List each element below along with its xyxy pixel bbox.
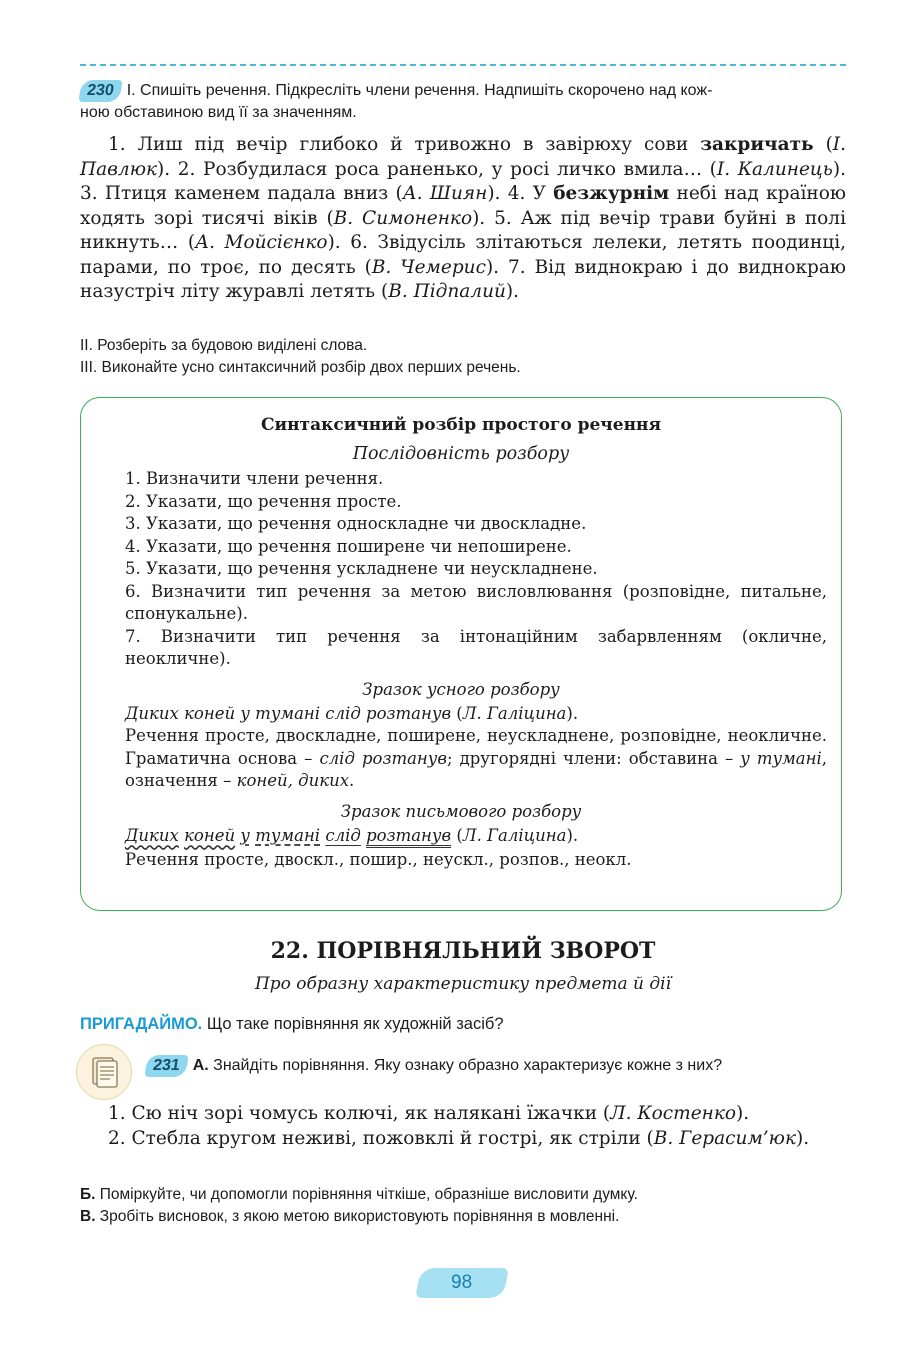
adverbial-word: тумані [255,825,321,845]
attribute-word: Диких [125,825,179,845]
box-title: Синтаксичний розбір простого речення [260,415,662,435]
step-item: 7. Визначити тип речення за інтонаційним забарвленням (окличне, неокличне). [125,626,827,668]
highlighted-word: безжурнім [553,183,670,204]
remember-prompt: ПРИГАДАЙМО. Що таке порівняння як художній засіб? [80,1015,504,1033]
task-number-badge: 230 [78,80,122,102]
task-231-sentences: 1. Сю ніч зорі чомусь колючі, як налякані їжачки (Л. Костенко). 2. Стебла кругом неживі, пожовклі й гострі, як стріли (В. Герасим’юк). [108,1103,810,1149]
written-result: Речення просте, двоскл., пошир., неускл., розпов., неокл. [125,850,632,869]
author: Л. Костенко [610,1103,737,1124]
author: І. Калинець [716,158,833,180]
task-230-sentences: 1. Лиш під вечір глибоко й тривожно в завірюху сови закричать (І. Павлюк). 2. Розбудилася роса раненько, у росі личко вмила… (І. Калинець). 3. Птиця каменем падала вниз (А. Шиян). 4. У безжурнім небі над країною ходять зорі тисячі віків (В. Симоненко). 5. Аж під вечір трави буйні в полі никнуть… (А. Мойсієнко). 6. Звідусіль злітаються лелеки, летять поодинці, парами, по троє, по десять (В. Чемерис). 7. Від виднокраю і до виднокраю назустріч літу журавлі летять (В. Підпалий). [80,134,847,302]
step-item: 4. Указати, що речення поширене чи непоширене. [125,536,572,556]
top-divider [80,64,846,66]
box-subtitle: Послідовність розбору [352,444,570,464]
written-sample: Диких коней у тумані слід розтанув (Л. Галіцина). Речення просте, двоскл., пошир., неускл., розпов., неокл. [125,825,827,872]
task-231-instruction: 231 А. Знайдіть порівняння. Яку ознаку образно характеризує кожне з них? [146,1055,722,1077]
task-231-parts: Б. Поміркуйте, чи допомогли порівняння чіткіше, образніше висловити думку. В. Зробіть висновок, з якою метою використовують порівняння в мовленні. [80,1186,638,1225]
author: А. Шиян [402,183,488,204]
part-3: ІІІ. Виконайте усно синтаксичний розбір двох перших речень. [80,359,521,376]
instruction-line-2: ною обставиною вид її за значенням. [80,104,357,121]
oral-sample-title: Зразок усного розбору [362,679,560,699]
author: В. Чемерис [371,256,486,278]
author: І. Павлюк [80,134,846,180]
author: В. Герасим’юк [653,1127,797,1149]
step-item: 1. Визначити члени речення. [125,469,384,488]
author: В. Симоненко [333,207,473,229]
predicate-word: розтанув [366,825,452,845]
part-2: ІІ. Розберіть за будовою виділені слова. [80,337,368,354]
step-item: 3. Указати, що речення односкладне чи двоскладне. [125,514,587,533]
author: А. Мойсієнко [195,232,328,253]
subject-word: слід [325,825,361,845]
step-item: 5. Указати, що речення ускладнене чи неускладнене. [125,559,598,578]
written-sample-title: Зразок письмового розбору [340,801,582,821]
adverbial-word: у [240,825,250,845]
notebook-icon [76,1044,132,1100]
oral-sample: Диких коней у тумані слід розтанув (Л. Галіцина). Речення просте, двоскладне, поширене, неускладнене, розповідне, неокличне. Граматична основа – слід розтанув; другорядні члени: обставина – у тумані, означення – коней, диких. [125,703,827,790]
syntax-analysis-box [80,397,842,911]
task-number-badge: 231 [144,1055,188,1077]
author: В. Підпалий [388,281,506,302]
step-item: 2. Указати, що речення просте. [125,491,402,511]
highlighted-word: закричать [700,134,814,155]
attribute-word: коней [184,825,236,845]
steps-list [125,468,827,671]
page-number: 98 [415,1268,508,1298]
step-item: 6. Визначити тип речення за метою висловлювання (розповідне, питальне, спонукальне). [125,581,827,623]
instruction-line-1: І. Спишіть речення. Підкресліть члени речення. Надпишіть скорочено над кож- [126,82,713,99]
remember-keyword: ПРИГАДАЙМО. [80,1015,203,1033]
task-230-parts [80,335,846,379]
section-title: 22. ПОРІВНЯЛЬНИЙ ЗВОРОТ [270,938,656,964]
task-230-instruction [80,80,846,124]
section-subtitle: Про образну характеристику предмета й дії [254,974,672,994]
